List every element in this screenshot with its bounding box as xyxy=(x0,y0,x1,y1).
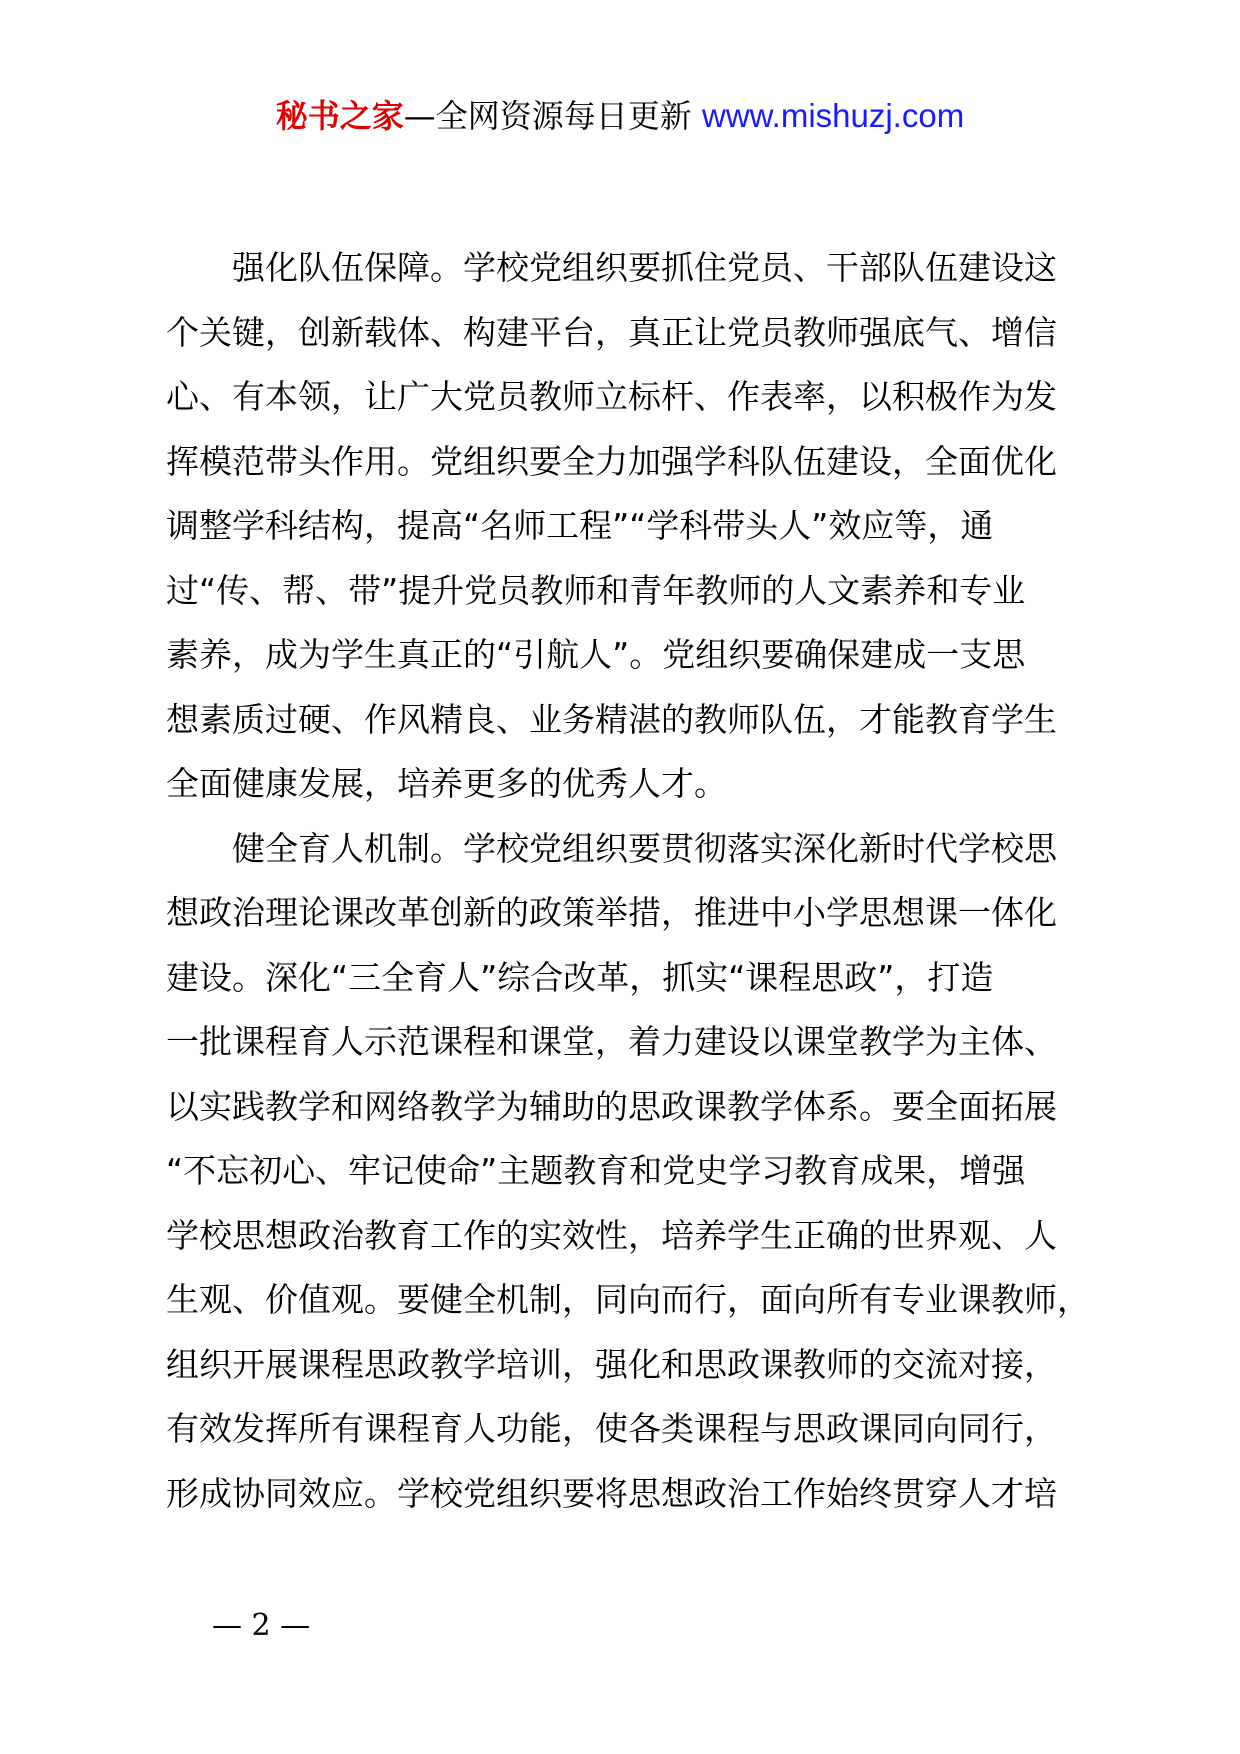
text-line: 形成协同效应。学校党组织要将思想政治工作始终贯穿人才培 xyxy=(166,1473,1057,1513)
text-line: 强化队伍保障。学校党组织要抓住党员、干部队伍建设这 xyxy=(232,248,1057,287)
brand-name: 秘书之家 xyxy=(275,97,404,135)
text-line: 个关键，创新载体、构建平台，真正让党员教师强底气、增信 xyxy=(166,312,1057,352)
text-line: 生观、价值观。要健全机制，同向而行，面向所有专业课教师， xyxy=(166,1280,1090,1319)
page-header xyxy=(0,96,1240,136)
text-line: 素养，成为学生真正的“引航人”。党组织要确保建成一支思 xyxy=(166,635,1026,674)
text-line: 建设。深化“三全育人”综合改革，抓实“课程思政”，打造 xyxy=(166,957,994,997)
paragraph-education-mechanism xyxy=(166,817,1090,1527)
text-line: 挥模范带头作用。党组织要全力加强学科队伍建设，全面优化 xyxy=(166,441,1057,481)
text-line: “不忘初心、牢记使命”主题教育和党史学习教育成果，增强 xyxy=(166,1151,1026,1190)
document-body xyxy=(166,236,1090,1526)
text-line: 组织开展课程思政教学培训，强化和思政课教师的交流对接， xyxy=(166,1344,1057,1384)
text-line: 想素质过硬、作风精良、业务精湛的教师队伍，才能教育学生 xyxy=(166,699,1057,739)
text-line: 想政治理论课改革创新的政策举措，推进中小学思想课一体化 xyxy=(166,893,1057,932)
text-line: 一批课程育人示范课程和课堂，着力建设以课堂教学为主体、 xyxy=(166,1022,1057,1061)
paragraph-team-guarantee xyxy=(166,236,1080,817)
text-line: 学校思想政治教育工作的实效性，培养学生正确的世界观、人 xyxy=(166,1215,1057,1255)
text-line: 健全育人机制。学校党组织要贯彻落实深化新时代学校思 xyxy=(232,828,1057,868)
text-line: 有效发挥所有课程育人功能，使各类课程与思政课同向同行， xyxy=(166,1409,1057,1448)
text-line: 调整学科结构，提高“名师工程”“学科带头人”效应等，通 xyxy=(166,506,994,545)
header-tagline: —全网资源每日更新 xyxy=(403,97,692,135)
text-line: 心、有本领，让广大党员教师立标杆、作表率，以积极作为发 xyxy=(166,377,1057,416)
text-line: 以实践教学和网络教学为辅助的思政课教学体系。要全面拓展 xyxy=(166,1086,1057,1126)
text-line: 过“传、帮、带”提升党员教师和青年教师的人文素养和专业 xyxy=(166,570,1026,610)
page-number: — 2 — xyxy=(212,1608,311,1643)
text-line: 全面健康发展，培养更多的优秀人才。 xyxy=(166,764,727,803)
site-url-link[interactable]: www.mishuzj.com xyxy=(701,97,965,134)
